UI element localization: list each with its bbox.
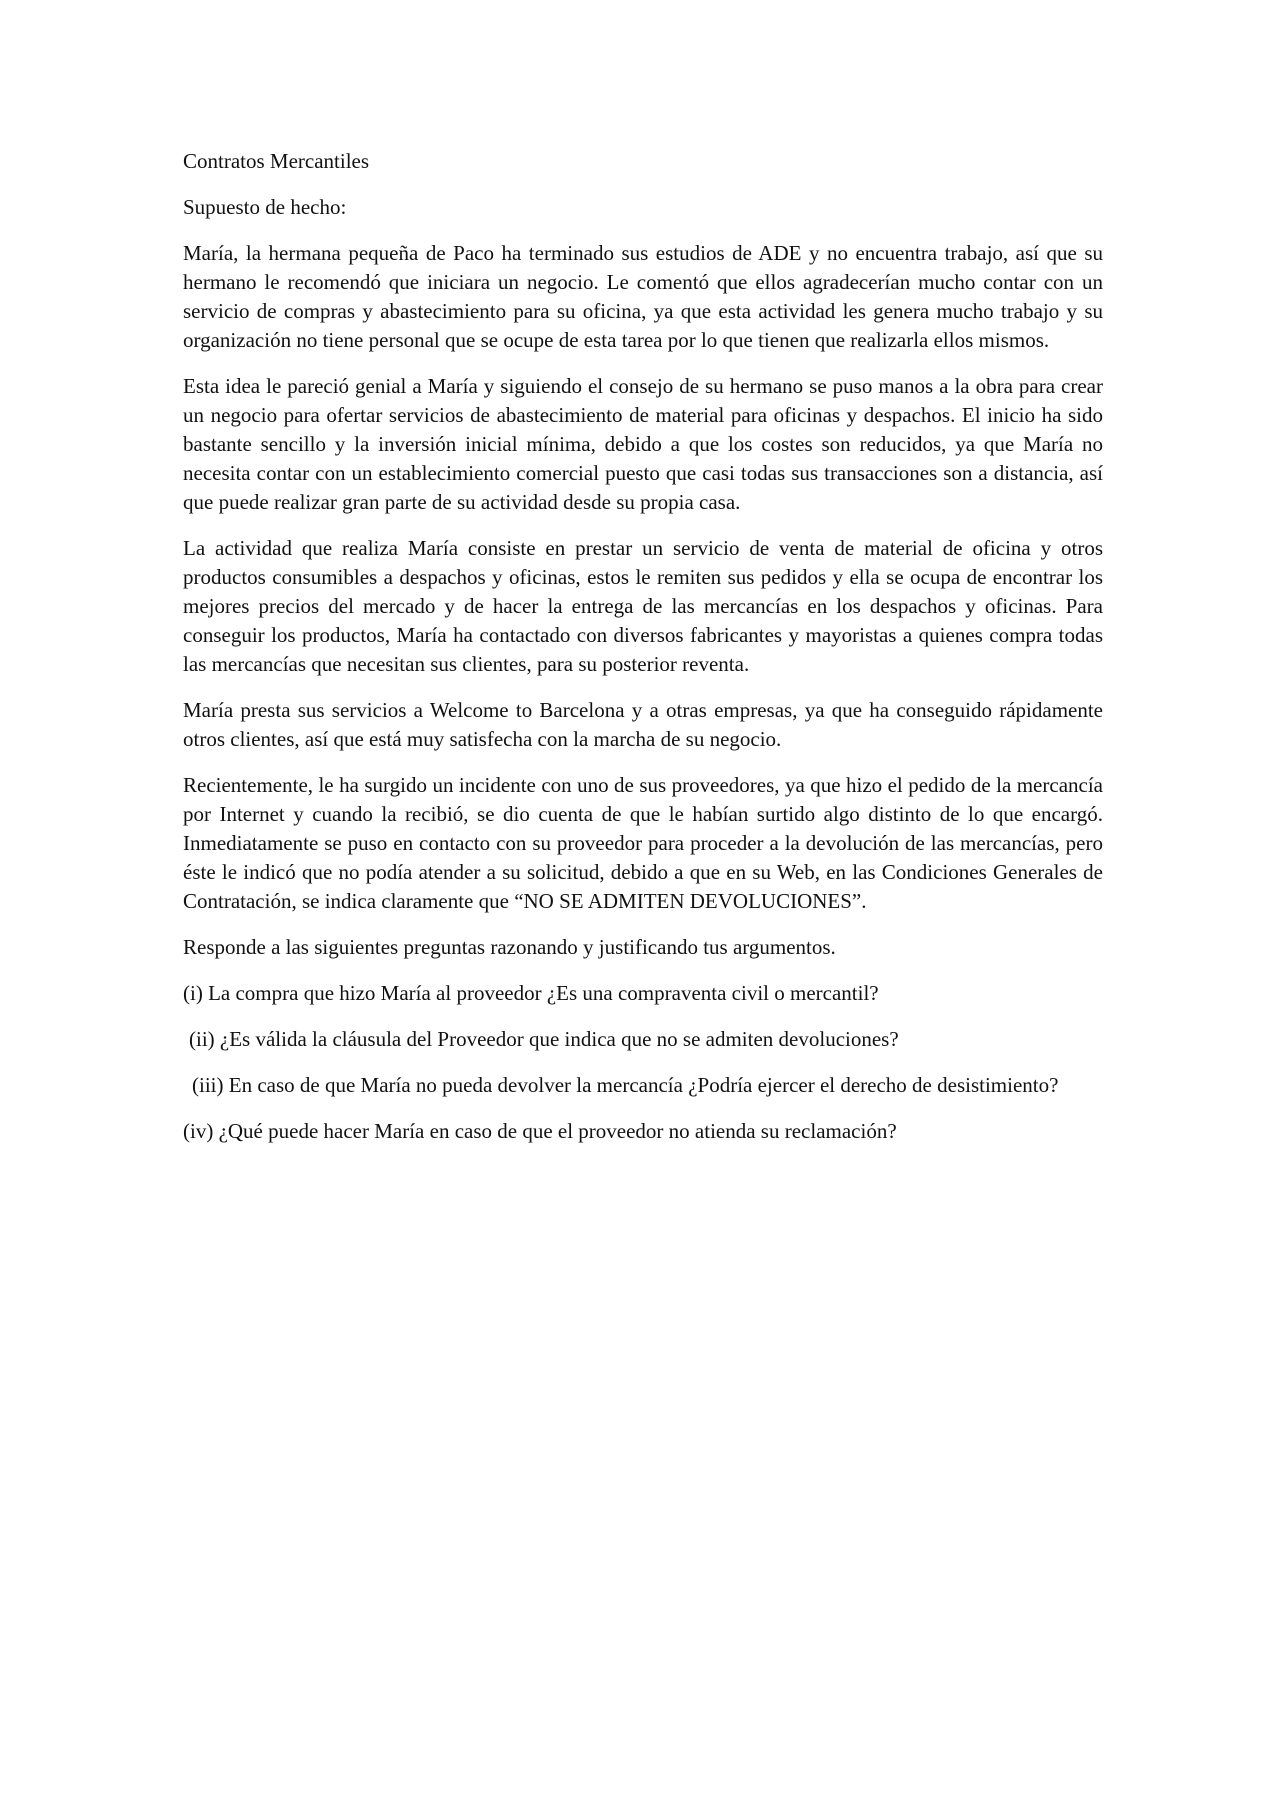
question: (ii) ¿Es válida la cláusula del Proveedor que indica que no se admiten devoluciones? [189, 1027, 899, 1051]
paragraph: Esta idea le pareció genial a María y siguiendo el consejo de su hermano se puso manos a la obra para crear un negocio para ofertar servicios de abastecimiento de material para oficinas y despachos. El inicio ha sido bastante sencillo y la inversión inicial mínima, debido a que los costes son reducidos, ya que María no necesita contar con un establecimiento comercial puesto que casi todas sus transacciones son a distancia, así que puede realizar gran parte de su actividad desde su propia casa. [183, 374, 1103, 514]
document-body [183, 147, 1103, 1163]
document-title: Contratos Mercantiles [183, 149, 370, 173]
paragraph: María, la hermana pequeña de Paco ha terminado sus estudios de ADE y no encuentra trabajo, así que su hermano le recomendó que iniciara un negocio. Le comentó que ellos agradecerían mucho contar con un servicio de compras y abastecimiento para su oficina, ya que esta actividad les genera mucho trabajo y su organización no tiene personal que se ocupe de esta tarea por lo que tienen que realizarla ellos mismos. [183, 241, 1103, 352]
question: (iv) ¿Qué puede hacer María en caso de que el proveedor no atienda su reclamación? [183, 1119, 897, 1143]
paragraph: María presta sus servicios a Welcome to Barcelona y a otras empresas, ya que ha conseguido rápidamente otros clientes, así que está muy satisfecha con la marcha de su negocio. [183, 698, 1103, 751]
question: (i) La compra que hizo María al proveedor ¿Es una compraventa civil o mercantil? [183, 981, 879, 1005]
instruction: Responde a las siguientes preguntas razonando y justificando tus argumentos. [183, 935, 836, 959]
document-subtitle: Supuesto de hecho: [183, 195, 347, 219]
paragraph: Recientemente, le ha surgido un incidente con uno de sus proveedores, ya que hizo el pedido de la mercancía por Internet y cuando la recibió, se dio cuenta de que le habían surtido algo distinto de lo que encargó. Inmediatamente se puso en contacto con su proveedor para proceder a la devolución de las mercancías, pero éste le indicó que no podía atender a su solicitud, debido a que en su Web, en las Condiciones Generales de Contratación, se indica claramente que “NO SE ADMITEN DEVOLUCIONES”. [183, 773, 1103, 913]
paragraph: La actividad que realiza María consiste en prestar un servicio de venta de material de oficina y otros productos consumibles a despachos y oficinas, estos le remiten sus pedidos y ella se ocupa de encontrar los mejores precios del mercado y de hacer la entrega de las mercancías en los despachos y oficinas. Para conseguir los productos, María ha contactado con diversos fabricantes y mayoristas a quienes compra todas las mercancías que necesitan sus clientes, para su posterior reventa. [183, 536, 1103, 676]
question: (iii) En caso de que María no pueda devolver la mercancía ¿Podría ejercer el derecho de desistimiento? [192, 1073, 1059, 1097]
